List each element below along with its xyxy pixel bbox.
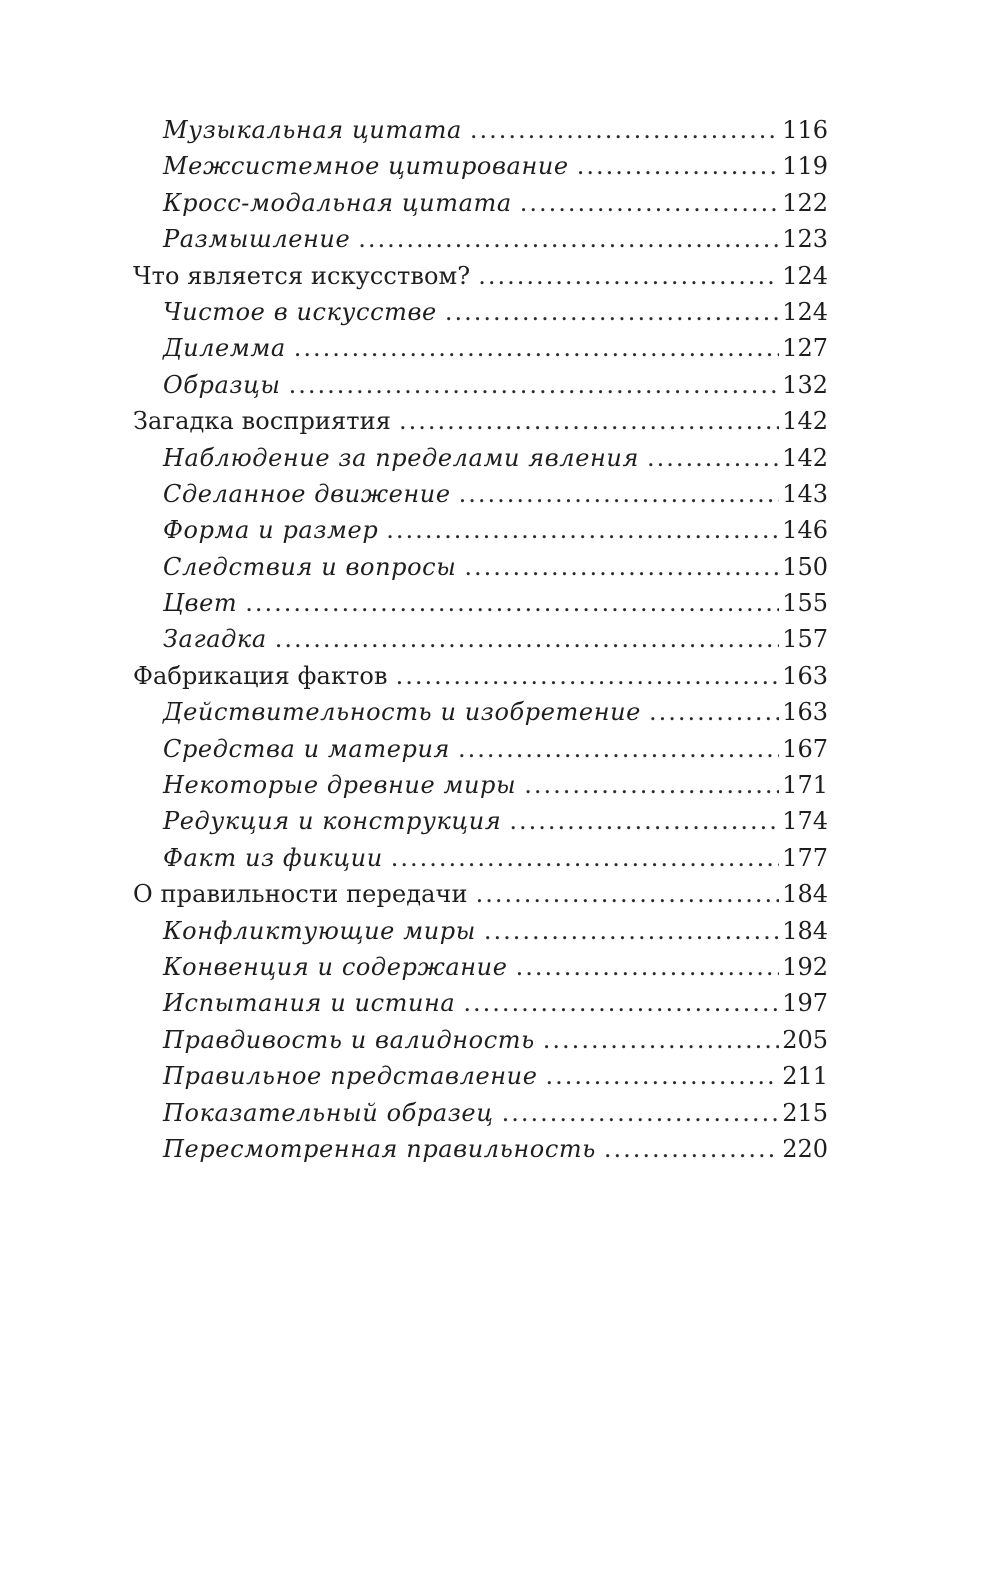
toc-entry-page-number: 116 (782, 116, 828, 144)
toc-entry-title: Размышление (163, 225, 351, 254)
dot-leader (399, 403, 779, 439)
dot-leader (470, 112, 779, 148)
toc-section-entry (133, 330, 828, 366)
toc-section-entry (133, 1131, 828, 1167)
dot-leader (275, 621, 779, 657)
toc-entry-title: Образцы (163, 370, 281, 399)
dot-leader (391, 840, 779, 876)
toc-entry-title: Правильное представление (163, 1062, 538, 1091)
toc-section-entry (133, 367, 828, 403)
toc-section-entry (133, 1022, 828, 1058)
toc-entry-page-number: 184 (782, 880, 828, 909)
toc-section-entry (133, 221, 828, 257)
toc-entry-title: Испытания и истина (163, 989, 456, 1018)
toc-entry-page-number: 184 (782, 916, 828, 945)
toc-entry-page-number: 132 (782, 370, 828, 399)
toc-entry-title: О правильности передачи (133, 880, 468, 909)
toc-entry-title: Некоторые древние миры (163, 771, 517, 800)
toc-entry-title: Музыкальная цитата (163, 116, 462, 144)
toc-section-entry (133, 949, 828, 985)
toc-section-entry (133, 840, 828, 876)
toc-section-entry (133, 148, 828, 184)
dot-leader (478, 258, 779, 294)
toc-chapter-entry (133, 258, 828, 294)
dot-leader (464, 549, 779, 585)
toc-entry-title: Чистое в искусстве (163, 297, 437, 326)
toc-section-entry (133, 985, 828, 1021)
toc-entry-title: Действительность и изобретение (163, 698, 641, 727)
toc-section-entry (133, 585, 828, 621)
dot-leader (484, 913, 779, 949)
table-of-contents (133, 112, 828, 1167)
toc-entry-page-number: 163 (782, 661, 828, 690)
toc-entry-page-number: 215 (782, 1098, 828, 1127)
toc-entry-page-number: 167 (782, 734, 828, 763)
dot-leader (463, 985, 779, 1021)
toc-section-entry (133, 294, 828, 330)
dot-leader (294, 330, 779, 366)
toc-entry-page-number: 142 (782, 443, 828, 472)
toc-entry-title: Дилемма (163, 334, 286, 363)
dot-leader (524, 767, 779, 803)
toc-entry-page-number: 143 (782, 479, 828, 508)
dot-leader (445, 294, 779, 330)
dot-leader (245, 585, 779, 621)
toc-entry-page-number: 163 (782, 698, 828, 727)
dot-leader (647, 440, 779, 476)
toc-section-entry (133, 803, 828, 839)
toc-entry-title: Показательный образец (163, 1098, 494, 1127)
toc-entry-page-number: 146 (782, 516, 828, 545)
toc-section-entry (133, 767, 828, 803)
toc-entry-page-number: 155 (782, 589, 828, 618)
toc-section-entry (133, 731, 828, 767)
dot-leader (459, 476, 780, 512)
toc-entry-page-number: 123 (782, 225, 828, 254)
toc-section-entry (133, 694, 828, 730)
toc-entry-page-number: 157 (782, 625, 828, 654)
toc-entry-page-number: 119 (782, 152, 828, 181)
dot-leader (502, 1095, 780, 1131)
toc-entry-page-number: 124 (782, 297, 828, 326)
toc-entry-title: Конвенция и содержание (163, 952, 508, 981)
toc-chapter-entry (133, 403, 828, 439)
dot-leader (289, 367, 780, 403)
toc-entry-title: Факт из фикции (163, 843, 383, 872)
toc-section-entry (133, 621, 828, 657)
dot-leader (386, 512, 779, 548)
toc-entry-page-number: 150 (782, 552, 828, 581)
toc-entry-title: Правдивость и валидность (163, 1025, 535, 1054)
dot-leader (358, 221, 779, 257)
dot-leader (604, 1131, 779, 1167)
toc-entry-page-number: 205 (782, 1025, 828, 1054)
toc-entry-page-number: 174 (782, 807, 828, 836)
toc-entry-title: Загадка восприятия (133, 407, 391, 436)
toc-chapter-entry (133, 876, 828, 912)
toc-entry-title: Редукция и конструкция (163, 807, 502, 836)
toc-chapter-entry (133, 658, 828, 694)
dot-leader (476, 876, 780, 912)
toc-entry-page-number: 142 (782, 407, 828, 436)
dot-leader (509, 803, 779, 839)
toc-entry-page-number: 127 (782, 334, 828, 363)
dot-leader (543, 1022, 779, 1058)
toc-entry-title: Наблюдение за пределами явления (163, 443, 639, 472)
toc-entry-page-number: 171 (782, 771, 828, 800)
toc-entry-title: Конфликтующие миры (163, 916, 476, 945)
toc-section-entry (133, 1095, 828, 1131)
toc-entry-page-number: 124 (782, 261, 828, 290)
dot-leader (649, 694, 779, 730)
toc-section-entry (133, 185, 828, 221)
toc-entry-title: Загадка (163, 625, 267, 654)
toc-entry-page-number: 197 (782, 989, 828, 1018)
dot-leader (577, 148, 779, 184)
toc-entry-page-number: 220 (782, 1134, 828, 1163)
toc-entry-title: Межсистемное цитирование (163, 152, 569, 181)
dot-leader (546, 1058, 780, 1094)
toc-entry-page-number: 211 (782, 1062, 828, 1091)
toc-entry-title: Фабрикация фактов (133, 661, 388, 690)
toc-entry-title: Средства и материя (163, 734, 451, 763)
toc-entry-page-number: 122 (782, 188, 828, 217)
toc-entry-title: Следствия и вопросы (163, 552, 457, 581)
toc-entry-page-number: 192 (782, 952, 828, 981)
dot-leader (396, 658, 780, 694)
toc-section-entry (133, 512, 828, 548)
toc-entry-title: Что является искусством? (133, 261, 471, 290)
toc-entry-title: Кросс-модальная цитата (163, 188, 512, 217)
dot-leader (458, 731, 779, 767)
toc-entry-title: Цвет (163, 589, 238, 618)
toc-section-entry (133, 112, 828, 148)
toc-entry-page-number: 177 (782, 843, 828, 872)
toc-section-entry (133, 1058, 828, 1094)
toc-section-entry (133, 549, 828, 585)
toc-section-entry (133, 440, 828, 476)
toc-entry-title: Форма и размер (163, 516, 379, 545)
dot-leader (520, 185, 779, 221)
toc-entry-title: Сделанное движение (163, 479, 451, 508)
toc-entry-title: Пересмотренная правильность (163, 1134, 596, 1163)
toc-section-entry (133, 476, 828, 512)
toc-section-entry (133, 913, 828, 949)
dot-leader (516, 949, 780, 985)
